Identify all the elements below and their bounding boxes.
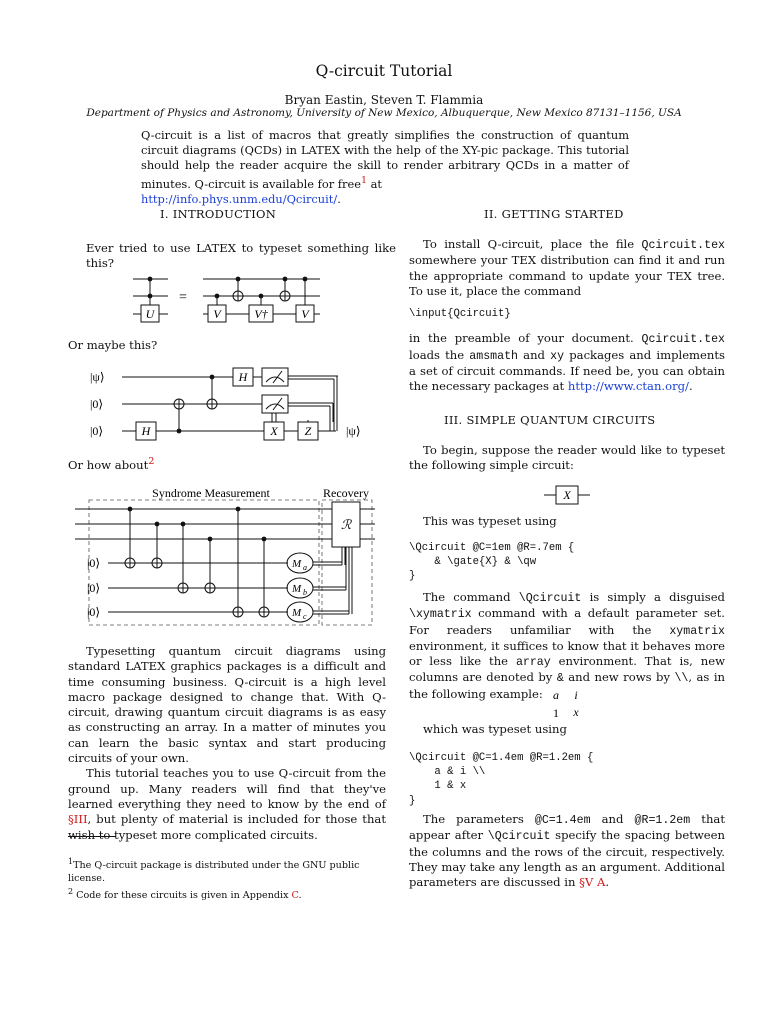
gate-h-label: H — [141, 424, 151, 438]
getting-started-body — [409, 237, 725, 395]
text: . — [605, 875, 610, 890]
gate-h-label: H — [238, 370, 248, 384]
text: . — [298, 890, 302, 902]
abstract-text: with the help of the — [340, 143, 463, 157]
intro-question-1 — [86, 241, 396, 272]
text: distribution can find it and run the appropriate command to update your — [409, 253, 725, 283]
footnotes — [68, 855, 398, 902]
text: command with a default parameter set. For readers unfamiliar with the — [409, 606, 725, 637]
affiliation: Department of Physics and Astronomy, University of New Mexico, Albuquerque, New Mexico 87131–1156, USA — [86, 107, 682, 119]
simple-p2: This was typeset using — [423, 514, 557, 528]
tex-logo: TEX — [511, 253, 537, 268]
simple-body-2 — [409, 812, 725, 890]
simple-p4: which was typeset using — [423, 722, 567, 736]
ket-psi-output-label: |ψ⟩ — [346, 424, 361, 438]
text: To install Q-circuit, place the file — [423, 237, 642, 251]
command: \\ — [674, 672, 689, 686]
command: \Qcircuit — [518, 592, 582, 605]
text: The parameters — [423, 812, 535, 826]
matrix-cell: a — [553, 688, 559, 702]
text: to typeset something like this? — [86, 241, 396, 271]
latex-logo: LATEX — [125, 659, 166, 674]
measure-a-subscript: a — [303, 563, 307, 572]
text: loads the — [409, 347, 470, 362]
section-ref-link[interactable]: §V A — [579, 875, 606, 890]
ket-zero-label: |0⟩ — [87, 605, 101, 619]
text: is simply a disguised — [581, 590, 725, 604]
syndrome-measurement-label: Syndrome Measurement — [152, 486, 270, 500]
text: that appear after — [409, 812, 726, 843]
text: packages and implements a set of circuit commands. If need be, you can obtain the necessary packages at — [409, 347, 725, 394]
footnote-mark[interactable]: 2 — [148, 456, 155, 467]
filename: Qcircuit.tex — [641, 333, 725, 347]
equals-sign: = — [179, 290, 187, 305]
section-heading-introduction: I. INTRODUCTION — [160, 207, 277, 221]
text: and new rows by — [563, 670, 675, 685]
text: , as in the following example: — [409, 670, 725, 701]
command: & — [556, 672, 564, 686]
abstract-text: Q-circuit is a list of macros that greatly simplifies the construction of quantum circuit diagrams (QCDs) in — [141, 128, 629, 157]
gate-v-label: V — [301, 307, 309, 321]
intro-question-2: Or maybe this? — [68, 338, 158, 352]
package-name: xy — [550, 349, 565, 363]
code-block-simple: \Qcircuit @C=1em @R=.7em { & \gate{X} & \qw } — [409, 542, 575, 583]
gate-vdag-label: V† — [254, 307, 268, 321]
circuit-diagram-teleportation — [86, 362, 376, 442]
abstract — [141, 128, 629, 207]
text: and — [590, 812, 635, 826]
matrix-example — [546, 686, 596, 722]
footnote-mark: 2 — [68, 887, 74, 897]
text: specify the spacing between the columns and the rows of the circuit, respectively. They may take any length as an argument. Additional parameters are discussed in — [409, 828, 725, 890]
text: Typesetting quantum circuit diagrams using standard — [68, 644, 386, 674]
abstract-text: . — [337, 191, 341, 206]
text: and — [518, 347, 551, 362]
footnote-2 — [68, 885, 398, 902]
package-name: amsmath — [469, 349, 518, 363]
intro-body — [68, 644, 386, 843]
recovery-label: Recovery — [323, 486, 369, 500]
code-input-command: \input{Qcircuit} — [409, 308, 511, 321]
code-block-matrix: \Qcircuit @C=1.4em @R=1.2em { a & i \\ 1 & x } — [409, 752, 594, 807]
gate-x-label: X — [270, 424, 278, 438]
text: graphics packages is a difficult and time consuming business. Q-circuit is a high level macro package designed to change that. With Q-circuit, drawing quantum circuit diagrams is as easy as constructing an array. In a matter of minutes you can learn the basic syntax and start producing circuits of your own. — [68, 659, 386, 766]
measure-b-subscript: b — [303, 588, 307, 597]
command: \Qcircuit — [487, 830, 551, 844]
measure-b-label: M — [292, 583, 302, 595]
authors: Bryan Eastin, Steven T. Flammia — [284, 93, 484, 107]
measure-c-subscript: c — [303, 612, 307, 621]
abstract-text: -pic package. This tutorial should help the reader acquire the skill to render arbitrary QCDs in a matter of minutes. Q-circuit is available for free — [141, 143, 629, 191]
command: \xymatrix — [409, 608, 472, 622]
text: Ever tried to use — [86, 241, 197, 255]
ket-zero-label: |0⟩ — [90, 397, 104, 411]
text: . — [688, 379, 693, 394]
measure-a-label: M — [292, 558, 302, 570]
ket-zero-label: |0⟩ — [87, 581, 101, 595]
ket-psi-label: |ψ⟩ — [90, 370, 105, 384]
gate-z-label: Z — [304, 424, 312, 438]
text: Or how about — [68, 457, 149, 472]
text: tree. To use it, place the command — [409, 268, 725, 298]
command: @R=1.2em — [634, 814, 691, 827]
circuit-diagram-single-gate — [542, 484, 592, 506]
circuit-diagram-error-correction — [70, 480, 390, 640]
footnote-rule — [68, 836, 116, 837]
matrix-cell: 1 — [553, 706, 559, 720]
matrix-cell: i — [574, 688, 578, 702]
footnote-mark: 1 — [68, 857, 74, 866]
ket-zero-label: |0⟩ — [90, 424, 104, 438]
command: @C=1.4em — [534, 814, 591, 827]
intro-question-3 — [68, 454, 154, 473]
xy-logo: XY — [462, 143, 477, 157]
latex-logo: LATEX — [196, 241, 236, 255]
command: xymatrix — [669, 624, 725, 638]
text: To begin, suppose the reader would like to typeset the following simple circuit: — [409, 443, 725, 473]
command: array — [515, 656, 551, 670]
text: Code for these circuits is given in Appendix — [73, 890, 292, 902]
circuit-diagram-toffoli — [128, 268, 328, 328]
text: The command — [423, 590, 519, 604]
ctan-url-link[interactable]: http://www.ctan.org/ — [567, 379, 689, 394]
section-ref-link[interactable]: §III — [68, 812, 88, 827]
latex-logo: LATEX — [300, 143, 341, 157]
measure-c-label: M — [292, 607, 302, 619]
text: environment, it suffices to know that it behaves more or less like the — [409, 638, 725, 669]
gate-v-label: V — [213, 307, 221, 321]
section-heading-getting-started: II. GETTING STARTED — [484, 207, 624, 221]
filename: Qcircuit.tex — [641, 239, 725, 252]
appendix-ref-link[interactable]: C — [291, 890, 299, 902]
recovery-gate-label: ℛ — [340, 517, 352, 532]
matrix-cell: x — [573, 705, 579, 719]
text: in the preamble of your document. — [409, 331, 642, 346]
footnote-1 — [68, 855, 398, 885]
ket-zero-label: |0⟩ — [87, 556, 101, 570]
qcircuit-url-link[interactable]: http://info.phys.unm.edu/Qcircuit/ — [141, 191, 338, 206]
text: This tutorial teaches you to use Q-circuit from the ground up. Many readers will find that they've learned everything they need to know by the end of — [68, 766, 386, 811]
section-heading-simple-circuits: III. SIMPLE QUANTUM CIRCUITS — [444, 413, 656, 427]
footnote-mark[interactable]: 1 — [360, 175, 367, 186]
page-title: Q-circuit Tutorial — [315, 62, 453, 80]
tex-logo: TEX — [667, 268, 692, 283]
text: environment. That is, new columns are denoted by — [409, 654, 725, 685]
abstract-text: at — [366, 176, 382, 191]
gate-x-label: X — [563, 488, 571, 502]
text: , but plenty of material is included for those that wish to typeset more complicated circuits. — [68, 812, 386, 842]
text: somewhere your — [409, 253, 512, 268]
gate-u-label: U — [145, 307, 155, 321]
simple-intro — [409, 443, 725, 474]
text: The Q-circuit package is distributed under the GNU public license. — [68, 860, 360, 885]
